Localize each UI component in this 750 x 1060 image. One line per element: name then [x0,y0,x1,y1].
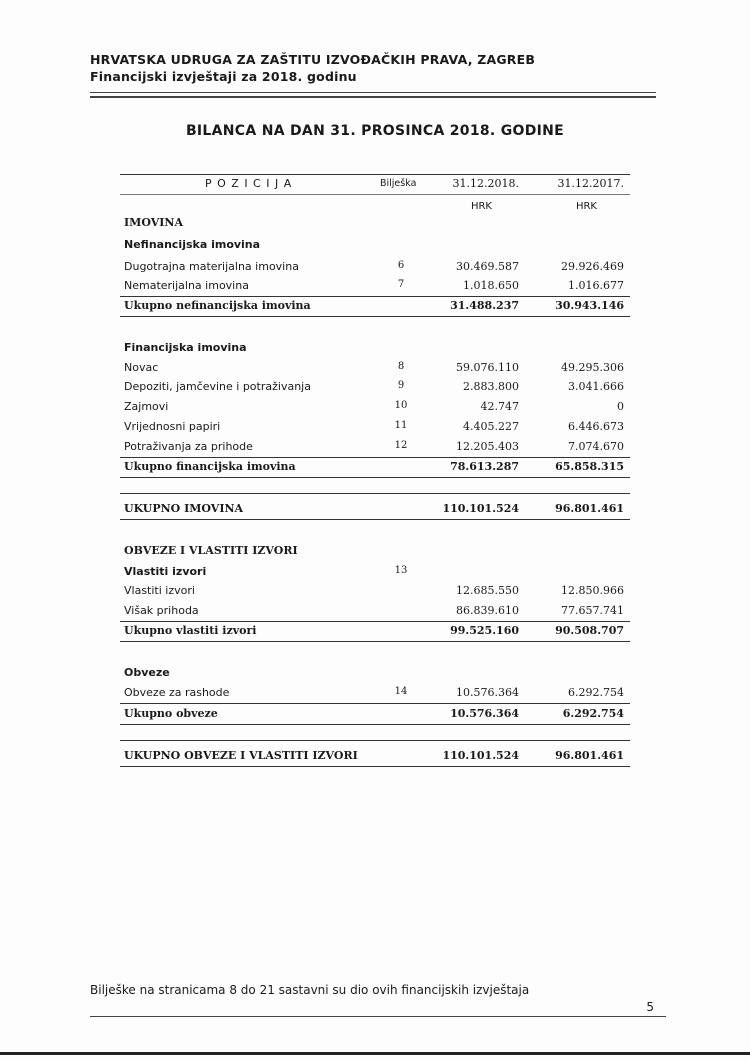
row-value-2017: 90.508.707 [555,624,624,637]
row-value-2017: 7.074.670 [568,440,624,453]
row-under-rule [120,724,630,725]
table-row [120,581,630,601]
table-row [120,437,630,457]
row-label: Ukupno vlastiti izvori [124,624,257,637]
row-value-2018: 10.576.364 [450,707,519,720]
row-label: Vlastiti izvori [124,565,207,578]
row-value-2017: 65.858.315 [555,460,624,473]
row-note-ref: 12 [394,440,408,451]
page-number: 5 [646,1000,654,1014]
row-value-2017: 12.850.966 [561,584,624,597]
row-label: UKUPNO OBVEZE I VLASTITI IZVORI [124,749,358,762]
row-label: Obveze za rashode [124,686,230,699]
header-rule [90,92,656,93]
row-label: Dugotrajna materijalna imovina [124,260,299,273]
scan-edge [0,1052,750,1055]
row-label: Ukupno financijska imovina [124,460,296,473]
footer-note: Bilješke na stranicama 8 do 21 sastavni su dio ovih financijskih izvještaja [90,983,530,997]
row-label: Financijska imovina [124,341,247,354]
row-value-2018: 12.205.403 [456,440,519,453]
row-value-2017: 77.657.741 [561,604,624,617]
document-header [90,51,535,85]
column-header-2018: 31.12.2018. [452,177,519,190]
table-row [120,213,630,233]
row-note-ref: 8 [397,361,405,372]
row-label: OBVEZE I VLASTITI IZVORI [124,544,298,557]
row-value-2018: 4.405.227 [463,420,519,433]
row-note-ref: 7 [397,279,405,290]
row-value-2018: 110.101.524 [442,749,519,762]
table-row [120,257,630,277]
row-value-2017: 6.446.673 [568,420,624,433]
row-note-ref: 14 [394,686,408,697]
row-label: Nematerijalna imovina [124,279,249,292]
column-header-note: Bilješka [380,178,417,189]
column-header-rule [120,194,630,195]
table-row [120,704,630,724]
row-note-ref: 10 [394,400,408,411]
row-label: Ukupno nefinancijska imovina [124,299,311,312]
row-value-2017: 0 [617,400,624,413]
row-value-2018: 110.101.524 [442,502,519,515]
row-label: Nefinancijska imovina [124,238,261,251]
footer-rule [90,1016,666,1017]
row-label: Vrijednosni papiri [124,420,221,433]
currency-2017: HRK [575,201,597,212]
row-label: Ukupno obveze [124,707,218,720]
header-rule-thick [90,96,656,98]
row-value-2018: 2.883.800 [463,380,519,393]
row-under-rule [120,519,630,520]
row-note-ref: 11 [394,420,408,431]
row-value-2017: 96.801.461 [555,749,624,762]
table-row [120,417,630,437]
row-label: Zajmovi [124,400,169,413]
column-header-2017: 31.12.2017. [557,177,624,190]
row-label: UKUPNO IMOVINA [124,502,244,515]
row-under-rule [120,766,630,767]
row-value-2018: 86.839.610 [456,604,519,617]
table-row [120,499,630,519]
row-value-2017: 49.295.306 [561,361,624,374]
row-label: Vlastiti izvori [124,584,195,597]
row-under-rule [120,641,630,642]
row-value-2018: 1.018.650 [463,279,519,292]
row-label: Novac [124,361,159,374]
row-label: Depoziti, jamčevine i potraživanja [124,380,311,393]
row-value-2018: 30.469.587 [456,260,519,273]
row-label: IMOVINA [124,216,183,229]
table-row [120,377,630,397]
row-note-ref: 13 [394,565,408,576]
row-value-2017: 1.016.677 [568,279,624,292]
table-row [120,541,630,561]
table-top-rule [120,174,630,175]
row-value-2017: 6.292.754 [568,686,624,699]
row-value-2017: 96.801.461 [555,502,624,515]
row-value-2018: 42.747 [480,400,519,413]
row-value-2017: 29.926.469 [561,260,624,273]
row-under-rule [120,316,630,317]
column-header-position: P O Z I C I J A [205,177,293,190]
table-row [120,457,630,477]
currency-2018: HRK [470,201,492,212]
row-note-ref: 9 [397,380,405,391]
table-row [120,358,630,378]
table-row [120,601,630,621]
table-row [120,276,630,296]
table-row [120,235,630,255]
table-row [120,746,630,766]
row-value-2017: 30.943.146 [555,299,624,312]
table-row [120,397,630,417]
row-value-2018: 31.488.237 [450,299,519,312]
table-row [120,296,630,316]
table-row [120,562,630,582]
table-row [120,621,630,641]
table-row [120,663,630,683]
table-row [120,683,630,703]
report-subtitle: Financijski izvještaji za 2018. godinu [90,69,357,84]
row-label: Višak prihoda [124,604,199,617]
row-under-rule [120,477,630,478]
row-label: Obveze [124,666,170,679]
total-over-rule [120,740,630,741]
total-over-rule [120,493,630,494]
row-value-2018: 99.525.160 [450,624,519,637]
row-label: Potraživanja za prihode [124,440,253,453]
row-note-ref: 6 [397,260,405,271]
row-value-2018: 10.576.364 [456,686,519,699]
page-title: BILANCA NA DAN 31. PROSINCA 2018. GODINE [185,123,565,139]
row-value-2017: 6.292.754 [562,707,624,720]
row-value-2018: 59.076.110 [456,361,519,374]
organization-name: HRVATSKA UDRUGA ZA ZAŠTITU IZVOĐAČKIH PRAVA, ZAGREB [90,52,536,67]
row-value-2018: 12.685.550 [456,584,519,597]
table-row [120,338,630,358]
row-value-2018: 78.613.287 [450,460,519,473]
row-value-2017: 3.041.666 [568,380,624,393]
